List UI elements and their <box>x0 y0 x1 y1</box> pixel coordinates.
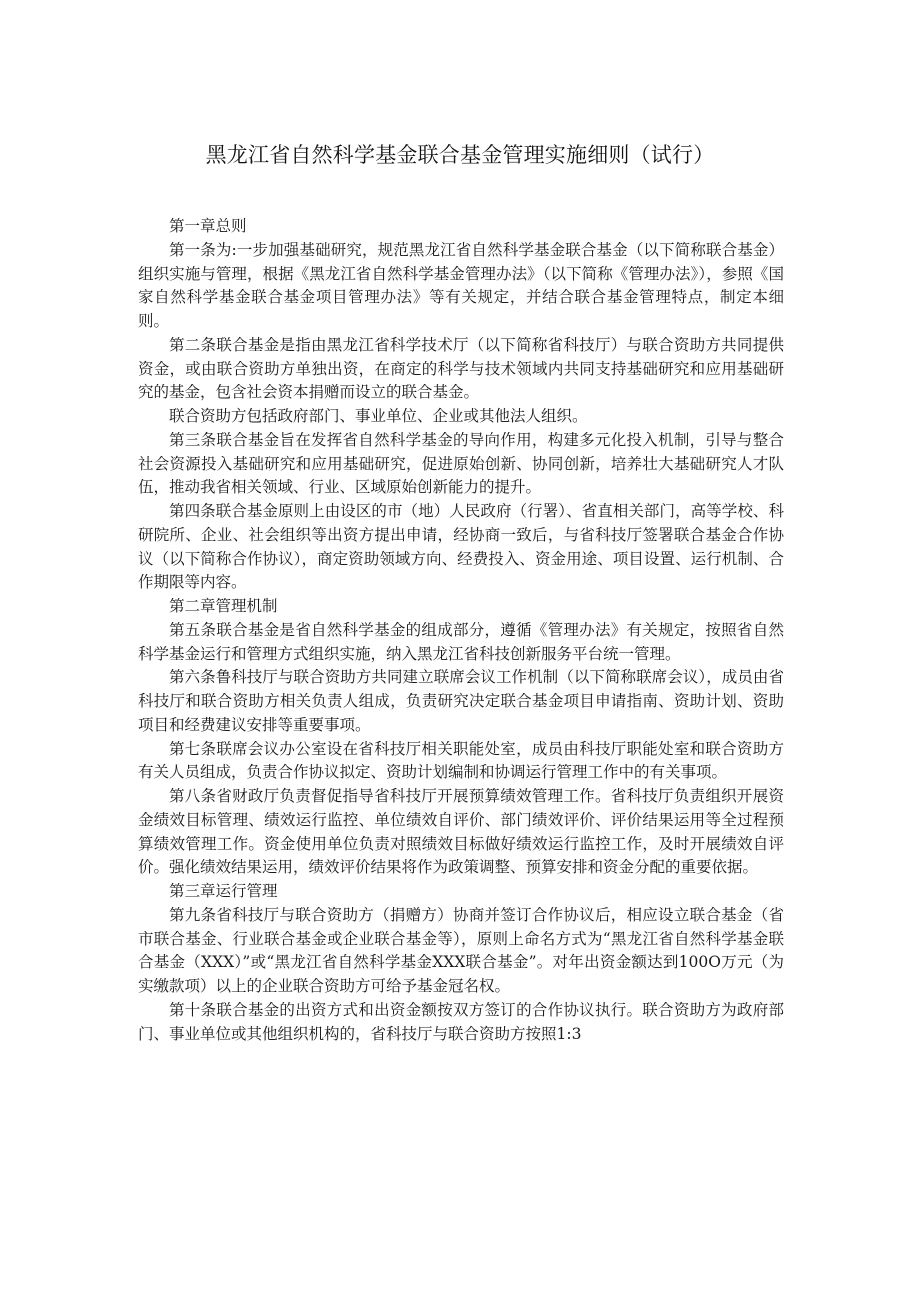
chapter-heading-1: 第一章总则 <box>169 217 247 235</box>
article-2: 第二条联合基金是指由黑龙江省科学技术厅（以下简称省科技厅）与联合资助方共同提供资金，或由联合资助方单独出资，在商定的科学与技术领域内共同支持基础研究和应用基础研究的基金，包含社会资本捐赠而设立的联合基金。 <box>138 335 784 402</box>
document-body <box>138 215 784 1046</box>
article-10: 第十条联合基金的出资方式和出资金额按双方签订的合作协议执行。联合资助方为政府部门、事业单位或其他组织机构的，省科技厅与联合资助方按照1:3 <box>138 1000 784 1043</box>
article-1: 第一条为:一步加强基础研究，规范黑龙江省自然科学基金联合基金（以下简称联合基金）组织实施与管理，根据《黑龙江省自然科学基金管理办法》（以下简称《管理办法》），参照《国家自然科学基金联合基金项目管理办法》等有关规定，并结合联合基金管理特点，制定本细则。 <box>138 240 784 330</box>
article-7: 第七条联席会议办公室设在省科技厅相关职能处室，成员由科技厅职能处室和联合资助方有关人员组成，负责合作协议拟定、资助计划编制和协调运行管理工作中的有关事项。 <box>138 739 784 782</box>
chapter-heading-2: 第二章管理机制 <box>169 597 278 615</box>
article-2-note: 联合资助方包括政府部门、事业单位、企业或其他法人组织。 <box>169 407 588 425</box>
chapter-heading-3: 第三章运行管理 <box>169 882 278 900</box>
article-5: 第五条联合基金是省自然科学基金的组成部分，遵循《管理办法》有关规定，按照省自然科学基金运行和管理方式组织实施，纳入黑龙江省科技创新服务平台统一管理。 <box>138 620 784 663</box>
article-3: 第三条联合基金旨在发挥省自然科学基金的导向作用，构建多元化投入机制，引导与整合社会资源投入基础研究和应用基础研究，促进原始创新、协同创新，培养壮大基础研究人才队伍，推动我省相关领域、行业、区域原始创新能力的提升。 <box>138 430 784 497</box>
document-title: 黑龙江省自然科学基金联合基金管理实施细则（试行） <box>205 143 715 167</box>
article-8: 第八条省财政厅负责督促指导省科技厅开展预算绩效管理工作。省科技厅负责组织开展资金绩效目标管理、绩效运行监控、单位绩效自评价、部门绩效评价、评价结果运用等全过程预算绩效管理工作。资金使用单位负责对照绩效目标做好绩效运行监控工作，及时开展绩效自评价。强化绩效结果运用，绩效评价结果将作为政策调整、预算安排和资金分配的重要依据。 <box>138 787 784 877</box>
article-6: 第六条鲁科技厅与联合资助方共同建立联席会议工作机制（以下简称联席会议），成员由省科技厅和联合资助方相关负责人组成，负责研究决定联合基金项目申请指南、资助计划、资助项目和经费建议安排等重要事项。 <box>138 668 784 734</box>
article-4: 第四条联合基金原则上由设区的市（地）人民政府（行署）、省直相关部门，高等学校、科研院所、企业、社会组织等出资方提出申请，经协商一致后，与省科技厅签署联合基金合作协议（以下简称合作协议），商定资助领域方向、经费投入、资金用途、项目设置、运行机制、合作期限等内容。 <box>138 502 784 592</box>
article-9: 第九条省科技厅与联合资助方（捐赠方）协商并签订合作协议后，相应设立联合基金（省市联合基金、行业联合基金或企业联合基金等），原则上命名方式为“黑龙江省自然科学基金联合基金（XXX）”或“黑龙江省自然科学基金XXX联合基金”。对年出资金额达到100O万元（为实缴款项）以上的企业联合资助方可给予基金冠名权。 <box>138 905 784 995</box>
